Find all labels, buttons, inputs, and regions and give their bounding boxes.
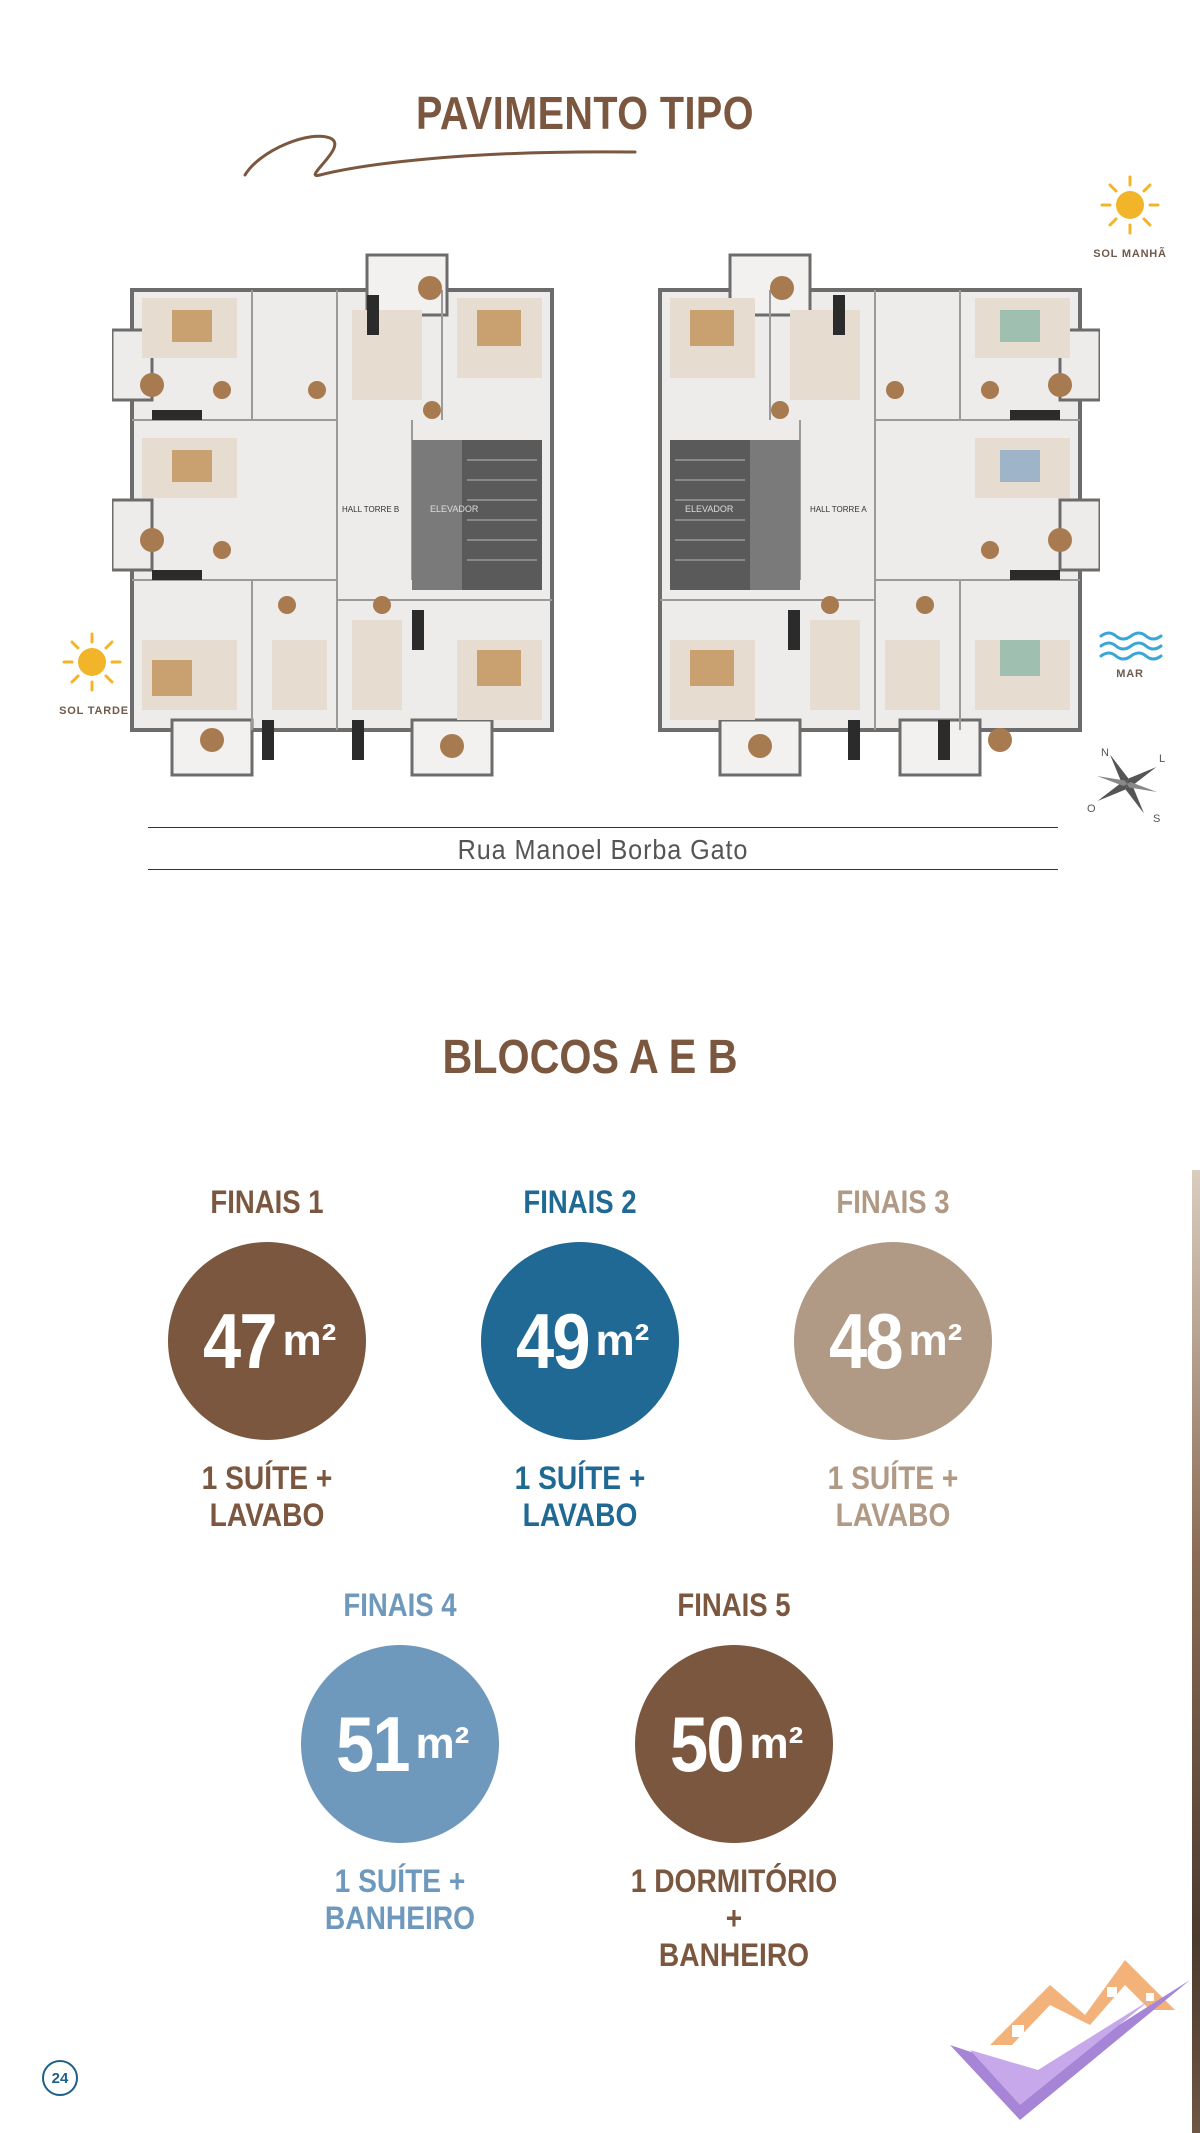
unit-area-unit: m² bbox=[415, 1719, 470, 1768]
unit-area: 51 bbox=[335, 1699, 409, 1788]
unit-area: 49 bbox=[515, 1296, 589, 1385]
unit-name: FINAIS 1 bbox=[210, 1184, 324, 1220]
unit-name: FINAIS 4 bbox=[343, 1587, 457, 1623]
unit-area-circle bbox=[481, 1242, 679, 1440]
unit-name: FINAIS 3 bbox=[836, 1184, 950, 1220]
unit-description: 1 SUÍTE + LAVABO bbox=[514, 1460, 646, 1533]
unit-finais-4 bbox=[270, 1587, 530, 1937]
unit-area-circle bbox=[794, 1242, 992, 1440]
unit-area-circle bbox=[301, 1645, 499, 1843]
elevator-label-b: ELEVADOR bbox=[430, 504, 479, 514]
sun-morning-label: SOL MANHÃ bbox=[1093, 248, 1167, 260]
unit-finais-3 bbox=[763, 1184, 1023, 1534]
floor-plan-block-a bbox=[640, 250, 1100, 780]
unit-area: 50 bbox=[669, 1699, 743, 1788]
unit-finais-1 bbox=[137, 1184, 397, 1534]
compass-letter-n: N bbox=[1101, 747, 1109, 759]
floor-plan-block-b bbox=[112, 250, 572, 780]
unit-name: FINAIS 2 bbox=[523, 1184, 637, 1220]
unit-area-unit: m² bbox=[908, 1316, 963, 1365]
sea-waves-icon bbox=[1098, 628, 1164, 664]
unit-area-circle bbox=[635, 1645, 833, 1843]
unit-description: 1 DORMITÓRIO + BANHEIRO bbox=[630, 1863, 838, 1973]
sun-afternoon-label: SOL TARDE bbox=[59, 705, 129, 717]
compass-letter-l: L bbox=[1159, 753, 1166, 765]
decorative-swirl bbox=[240, 120, 640, 190]
unit-area-circle bbox=[168, 1242, 366, 1440]
hall-label-a: HALL TORRE A bbox=[810, 505, 867, 514]
unit-finais-5 bbox=[604, 1587, 864, 1974]
unit-area-unit: m² bbox=[595, 1316, 650, 1365]
hall-label-b: HALL TORRE B bbox=[342, 505, 400, 514]
compass-letter-s: S bbox=[1153, 813, 1161, 825]
sea-label: MAR bbox=[1116, 668, 1144, 680]
unit-description: 1 SUÍTE + LAVABO bbox=[827, 1460, 959, 1533]
unit-area: 48 bbox=[828, 1296, 902, 1385]
page-title: PAVIMENTO TIPO bbox=[416, 87, 754, 139]
unit-area-unit: m² bbox=[282, 1316, 337, 1365]
blocks-title: BLOCOS A E B bbox=[442, 1031, 738, 1084]
elevator-label-a: ELEVADOR bbox=[685, 504, 734, 514]
unit-area-unit: m² bbox=[749, 1719, 804, 1768]
street-top-line bbox=[148, 827, 1058, 828]
page-edge-strip bbox=[1192, 1170, 1200, 2133]
unit-area: 47 bbox=[202, 1296, 276, 1385]
unit-description: 1 SUÍTE + BANHEIRO bbox=[324, 1863, 476, 1936]
compass-letter-o: O bbox=[1087, 803, 1096, 815]
street-name: Rua Manoel Borba Gato bbox=[457, 834, 749, 865]
street-bottom-line bbox=[148, 869, 1058, 870]
brand-logo bbox=[950, 1945, 1190, 2125]
page-number: 24 bbox=[42, 2060, 78, 2096]
sun-morning-icon bbox=[1098, 173, 1162, 237]
unit-description: 1 SUÍTE + LAVABO bbox=[201, 1460, 333, 1533]
unit-name: FINAIS 5 bbox=[677, 1587, 791, 1623]
unit-finais-2 bbox=[450, 1184, 710, 1534]
